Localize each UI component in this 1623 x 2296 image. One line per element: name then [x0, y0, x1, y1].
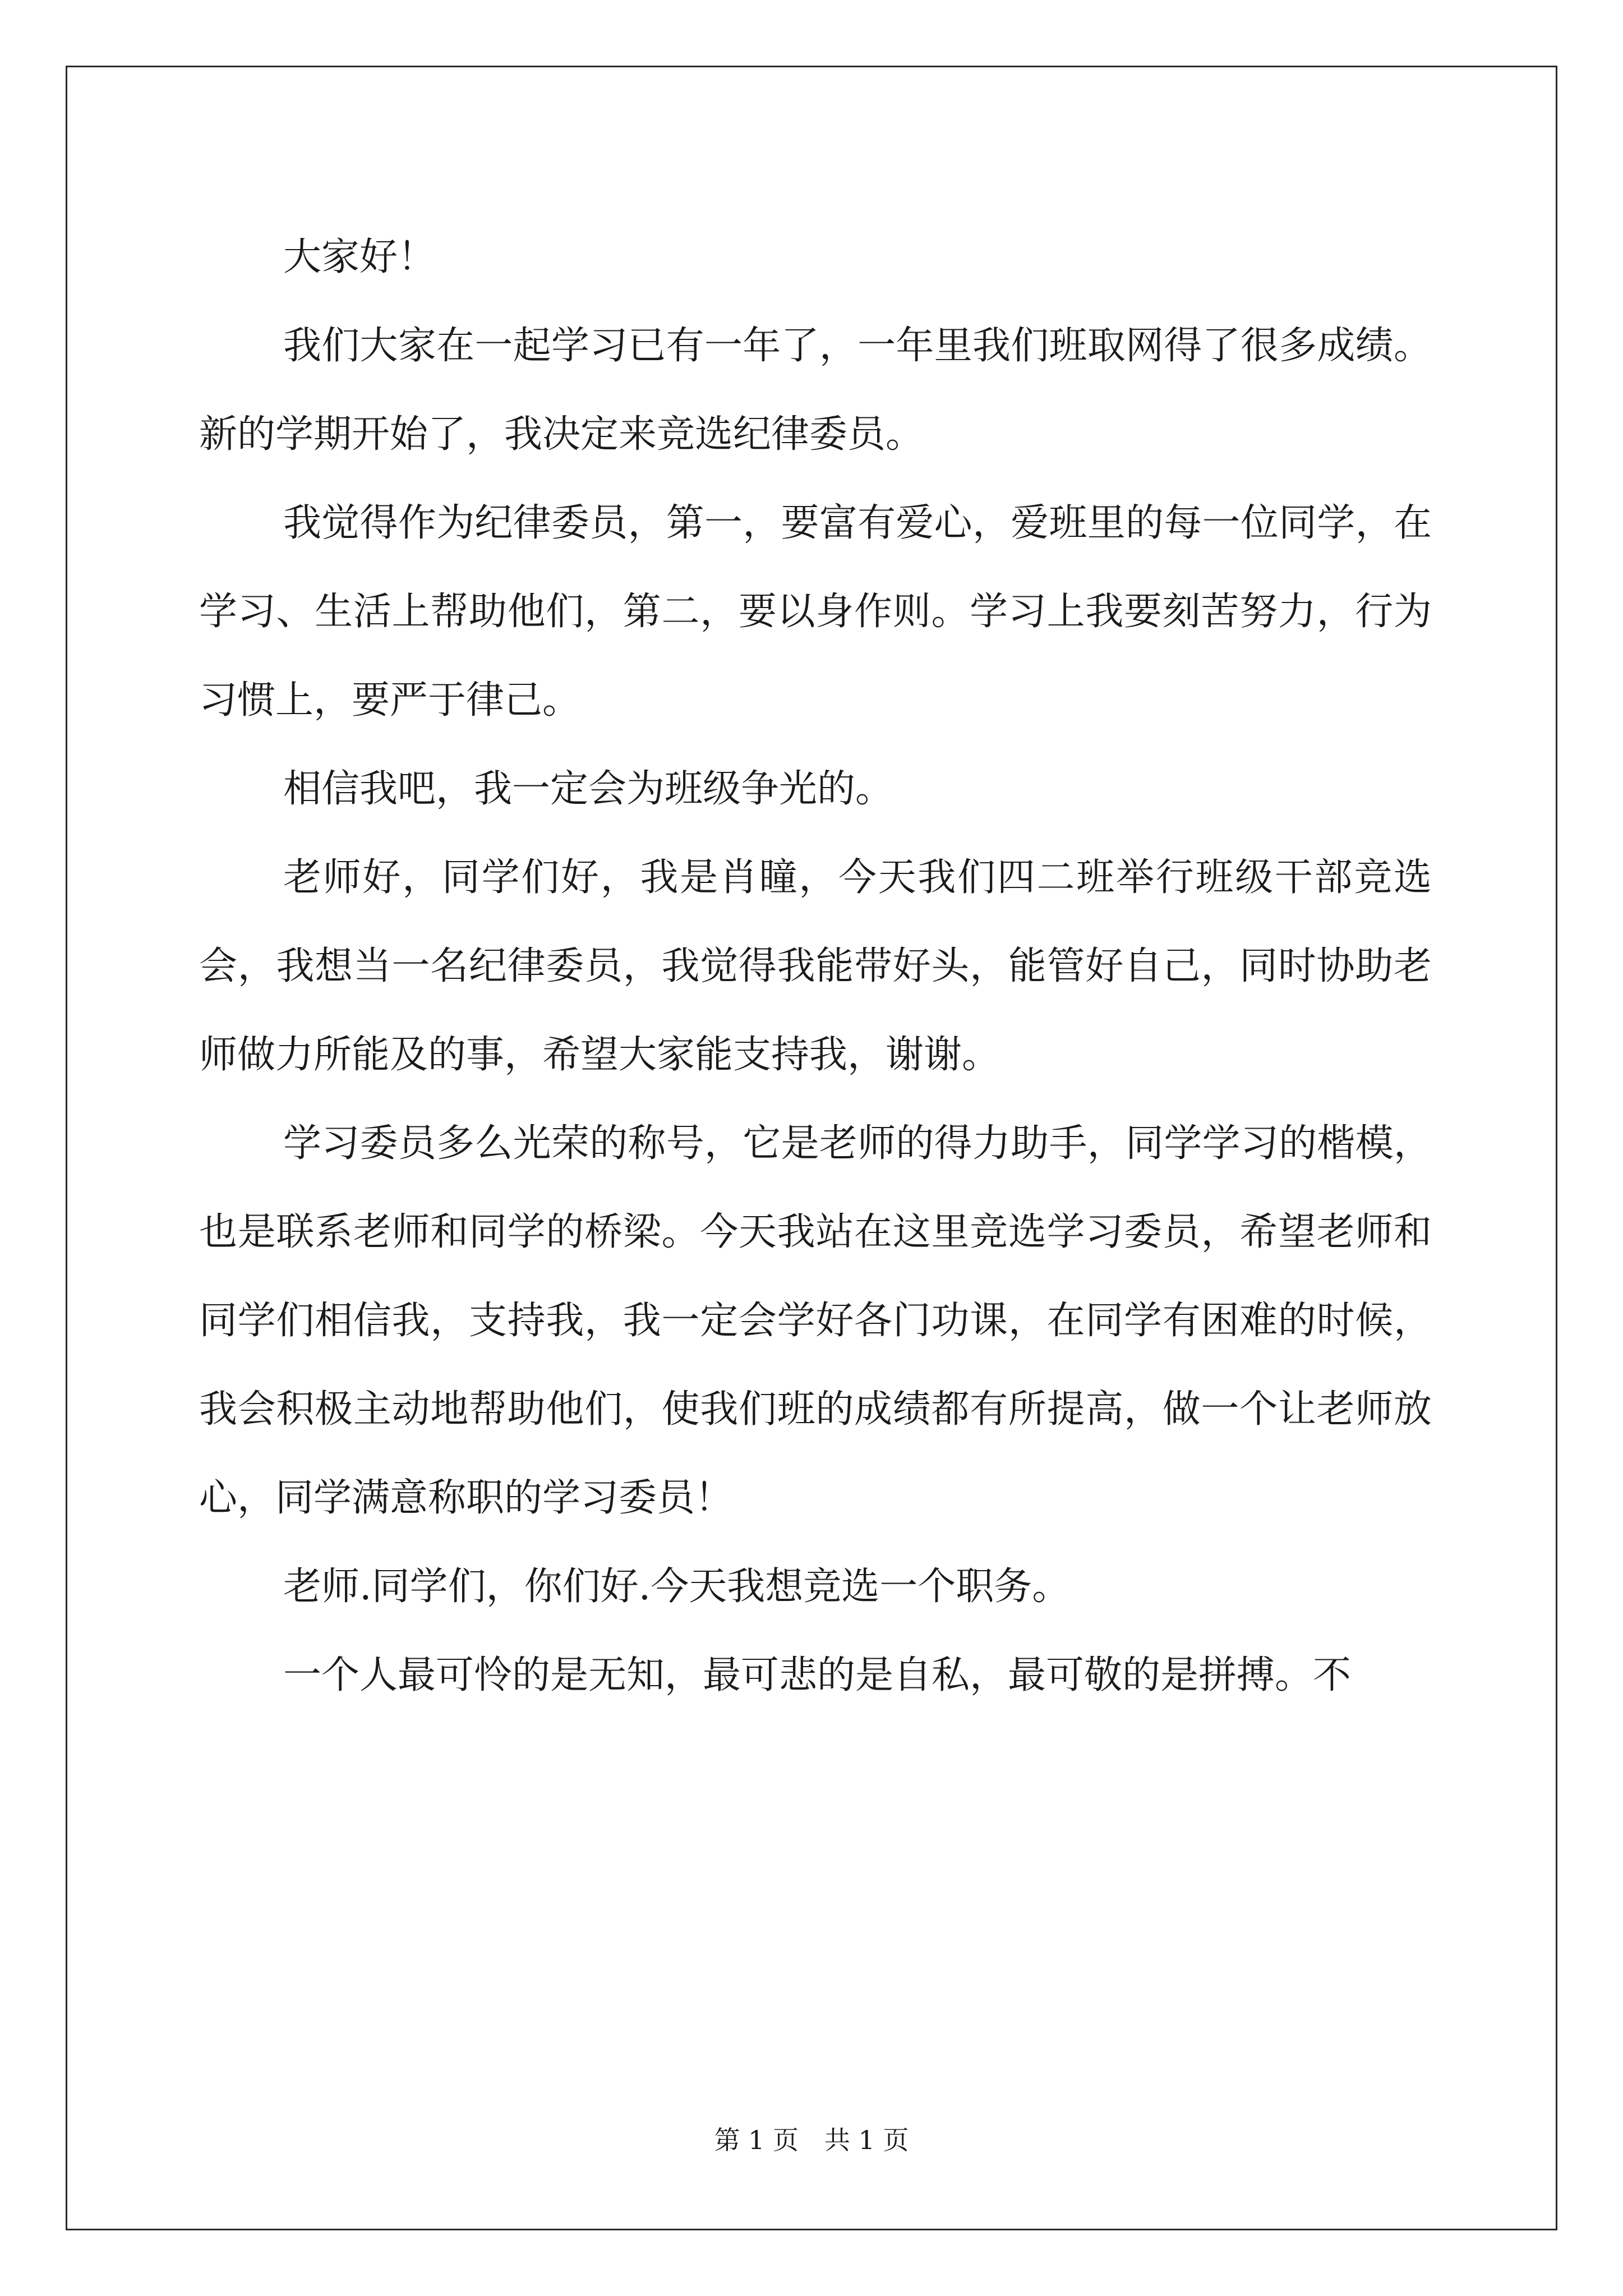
- paragraph: 学习委员多么光荣的称号，它是老师的得力助手，同学学习的楷模，也是联系老师和同学的桥梁。今天我站在这里竞选学习委员，希望老师和同学们相信我，支持我，我一定会学好各门功课，在同学有困难的时候，我会积极主动地帮助他们，使我们班的成绩都有所提高，做一个让老师放心，同学满意称职的学习委员！: [199, 1121, 1432, 1520]
- paragraph-greeting: 大家好！: [283, 235, 436, 279]
- paragraph: 相信我吧，我一定会为班级争光的。: [283, 767, 894, 811]
- paragraph: 老师.同学们，你们好.今天我想竞选一个职务。: [283, 1565, 1071, 1609]
- paragraph: 我觉得作为纪律委员，第一，要富有爱心，爱班里的每一位同学，在学习、生活上帮助他们，第二，要以身作则。学习上我要刻苦努力，行为习惯上，要严于律己。: [199, 501, 1432, 723]
- paragraph: 老师好，同学们好，我是肖瞳，今天我们四二班举行班级干部竞选会，我想当一名纪律委员，我觉得我能带好头，能管好自己，同时协助老师做力所能及的事，希望大家能支持我，谢谢。: [199, 855, 1432, 1077]
- document-body: [199, 213, 1432, 1720]
- paragraph: 我们大家在一起学习已有一年了，一年里我们班取网得了很多成绩。新的学期开始了，我决定来竞选纪律委员。: [199, 324, 1432, 457]
- page-number-footer: 第 1 页 共 1 页: [714, 2125, 909, 2155]
- paragraph: 一个人最可怜的是无知，最可悲的是自私，最可敬的是拼搏。不: [283, 1653, 1352, 1697]
